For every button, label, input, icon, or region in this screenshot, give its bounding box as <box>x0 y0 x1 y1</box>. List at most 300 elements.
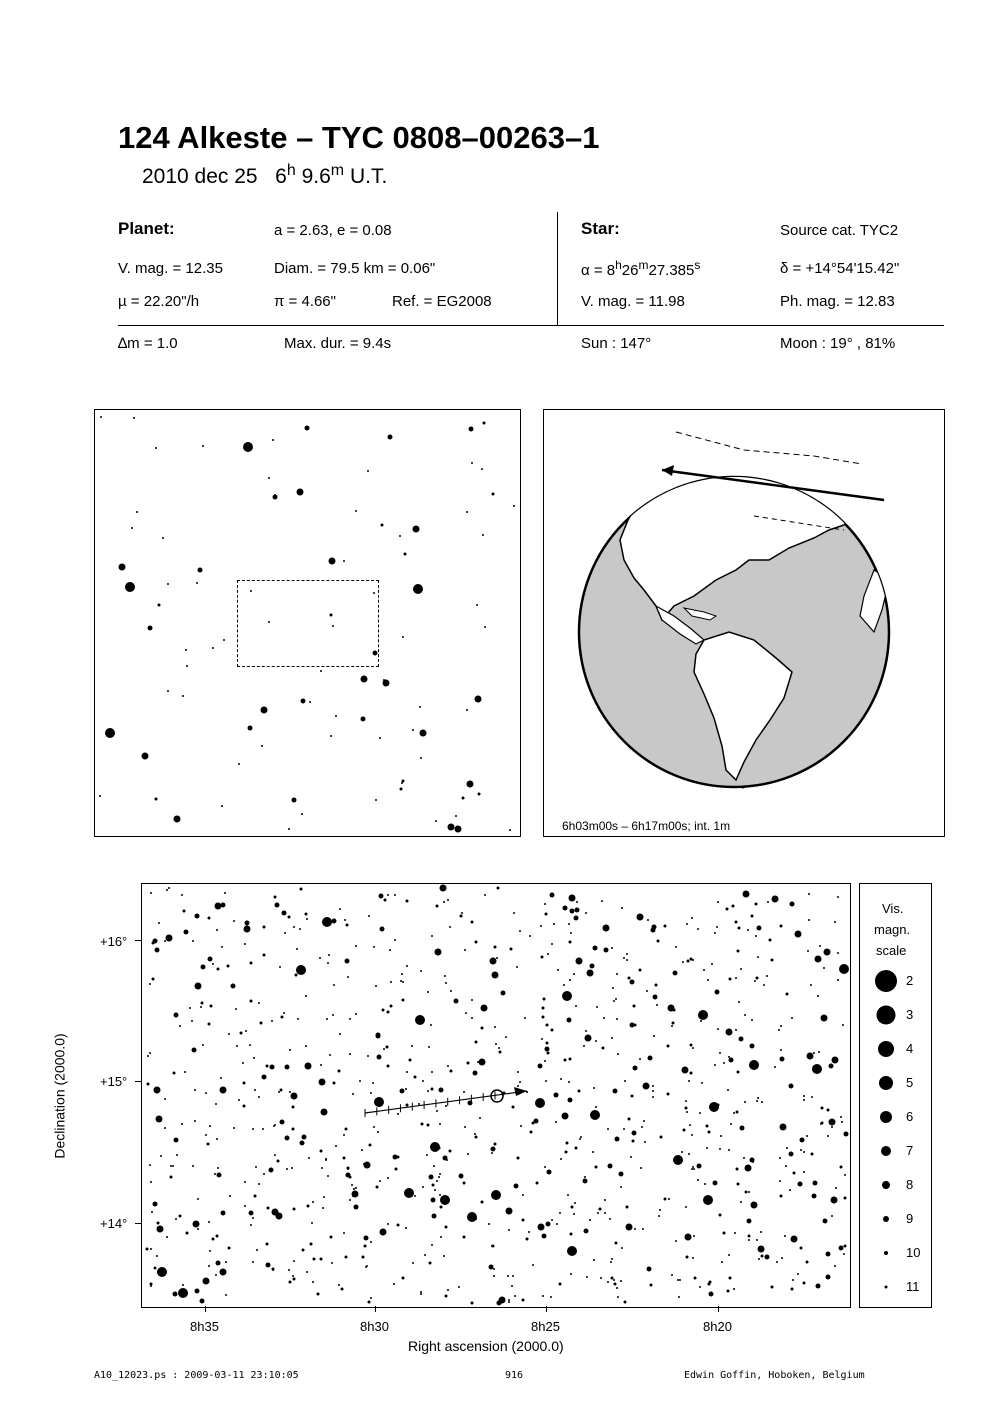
star-dot <box>375 1032 380 1037</box>
star-dot <box>349 1053 351 1055</box>
star-dot <box>347 976 349 978</box>
star-dot <box>343 1232 345 1234</box>
star-dot <box>697 928 699 930</box>
star-dot <box>439 885 446 892</box>
star-dot <box>332 625 334 627</box>
star-dot <box>436 1110 438 1112</box>
star-dot <box>440 1236 442 1238</box>
star-dot <box>422 1080 424 1082</box>
event-datetime <box>142 162 387 189</box>
star-dot <box>349 1018 351 1020</box>
star-dot <box>837 979 839 981</box>
star-dot <box>813 1066 816 1069</box>
star-dot <box>744 1165 751 1172</box>
star-dot <box>150 1283 153 1286</box>
star-dot <box>184 929 189 934</box>
star-dot <box>844 1174 846 1176</box>
star-dot <box>691 1134 693 1136</box>
star-dot <box>613 1279 615 1281</box>
star-dot <box>569 908 574 913</box>
star-dot <box>584 1176 586 1178</box>
legend-label: 3 <box>906 1007 914 1022</box>
table-divider-horizontal <box>118 325 944 326</box>
star-dot <box>583 1228 588 1233</box>
star-dot <box>737 1183 740 1186</box>
star-dot <box>197 568 202 573</box>
legend-dot <box>884 1251 888 1255</box>
star-dot <box>463 1091 465 1093</box>
star-dot <box>729 1277 732 1280</box>
star-dot <box>205 1134 207 1136</box>
star-dot <box>322 1207 324 1209</box>
star-dot <box>250 961 253 964</box>
star-dot <box>375 1185 378 1188</box>
star-dot <box>373 592 375 594</box>
star-dot <box>427 1090 429 1092</box>
star-dot <box>368 915 370 917</box>
star-dot <box>353 1204 358 1209</box>
star-dot <box>205 1092 207 1094</box>
star-dot <box>562 906 567 911</box>
star-dot <box>799 1247 802 1250</box>
star-dot <box>624 1301 627 1304</box>
star-dot <box>788 1083 793 1088</box>
star-dot <box>429 1262 432 1265</box>
star-dot <box>189 1007 191 1009</box>
star-dot <box>220 1086 227 1093</box>
star-dot <box>593 1259 595 1261</box>
star-dot <box>686 1111 688 1113</box>
star-dot <box>497 887 500 890</box>
star-dot <box>360 716 365 721</box>
star-dot <box>685 1100 687 1102</box>
star-dot <box>586 969 593 976</box>
star-dot <box>311 1222 313 1224</box>
star-dot <box>698 1010 708 1020</box>
star-dot <box>196 582 198 584</box>
star-dot <box>633 1065 638 1070</box>
star-dot <box>301 813 303 815</box>
star-dot <box>791 1017 793 1019</box>
star-dot <box>307 1205 310 1208</box>
star-dot <box>297 489 304 496</box>
star-dot <box>459 914 462 917</box>
star-dot <box>505 1036 507 1038</box>
star-dot <box>544 903 546 905</box>
star-dot <box>513 912 515 914</box>
star-dot <box>150 1181 152 1183</box>
star-dot <box>446 1159 448 1161</box>
star-dot <box>776 1261 778 1263</box>
star-dot <box>380 927 385 932</box>
star-dot <box>545 1221 550 1226</box>
star-dot <box>653 1035 655 1037</box>
star-dot <box>243 442 253 452</box>
star-dot <box>621 907 623 909</box>
star-dot <box>420 1291 422 1293</box>
finder-zoom-box <box>237 580 379 667</box>
star-dot <box>405 1104 408 1107</box>
star-dot <box>431 1214 436 1219</box>
star-dot <box>427 991 429 993</box>
star-dot <box>402 998 405 1001</box>
star-dot <box>505 1207 512 1214</box>
star-dot <box>692 1166 694 1168</box>
star-dot <box>285 1064 290 1069</box>
star-dot <box>613 1000 615 1002</box>
star-heading: Star: <box>581 219 620 238</box>
star-dot <box>289 1281 292 1284</box>
star-dot <box>262 925 265 928</box>
star-source-catalog: Source cat. TYC2 <box>780 222 899 239</box>
magnitude-legend <box>859 883 932 1308</box>
star-dot <box>393 1283 395 1285</box>
star-dot <box>615 1136 620 1141</box>
star-dot <box>256 1249 258 1251</box>
star-dot <box>192 1047 197 1052</box>
star-dot <box>540 925 542 927</box>
star-dot <box>431 1071 433 1073</box>
star-dot <box>481 1201 484 1204</box>
star-dot <box>319 957 321 959</box>
star-dot <box>100 416 102 418</box>
star-dot <box>681 1151 683 1153</box>
star-dot <box>585 912 587 914</box>
star-dot <box>445 1105 447 1107</box>
star-dot <box>808 919 810 921</box>
star-dot <box>748 1239 750 1241</box>
star-dot <box>566 1141 569 1144</box>
star-dot <box>219 1269 226 1276</box>
footer-author: Edwin Goffin, Hoboken, Belgium <box>684 1370 865 1381</box>
star-dot <box>404 1188 414 1198</box>
star-dot <box>275 1212 282 1219</box>
star-dot <box>419 706 421 708</box>
star-dot <box>595 1106 597 1108</box>
star-dot <box>157 1225 164 1232</box>
star-dot <box>825 1275 830 1280</box>
star-dot <box>305 1062 312 1069</box>
star-dot <box>439 1123 441 1125</box>
star-dot <box>812 1193 817 1198</box>
star-dot <box>779 1180 781 1182</box>
star-dot <box>215 1103 217 1105</box>
star-dot <box>693 1168 695 1170</box>
star-dot <box>567 1194 569 1196</box>
star-dot <box>735 1168 738 1171</box>
star-dot <box>471 1017 473 1019</box>
star-dot <box>420 757 422 759</box>
star-dot <box>223 639 225 641</box>
star-dot <box>273 495 278 500</box>
star-dot <box>343 560 345 562</box>
star-dot <box>414 1076 417 1079</box>
star-dot <box>639 1058 641 1060</box>
y-tick-15: +15° <box>100 1074 128 1089</box>
star-dot <box>646 990 648 992</box>
star-dot <box>677 1279 679 1281</box>
star-dot <box>585 1030 587 1032</box>
star-dot <box>685 1206 687 1208</box>
star-dot <box>327 962 329 964</box>
star-dot <box>175 1218 177 1220</box>
star-dot <box>562 991 572 1001</box>
star-dot <box>250 1000 253 1003</box>
star-dot <box>671 1025 673 1027</box>
star-dot <box>178 1288 188 1298</box>
star-dot <box>389 949 391 951</box>
legend-title-1: Vis. <box>882 901 904 916</box>
star-dot <box>592 1151 594 1153</box>
star-dot <box>372 651 377 656</box>
star-dot <box>786 993 789 996</box>
star-dot <box>467 781 474 788</box>
star-dot <box>735 977 737 979</box>
star-dot <box>432 1183 435 1186</box>
star-dot <box>841 1121 843 1123</box>
star-dot <box>455 825 462 832</box>
star-dot <box>739 1126 744 1131</box>
star-dot <box>560 1158 562 1160</box>
star-dot <box>647 1267 652 1272</box>
star-dot <box>309 701 311 703</box>
star-dot <box>458 1286 460 1288</box>
star-dot <box>519 1081 521 1083</box>
star-dot <box>374 1097 384 1107</box>
star-dot <box>837 952 839 954</box>
star-dot <box>628 977 631 980</box>
star-dot <box>569 979 571 981</box>
star-dot <box>823 967 825 969</box>
star-dot <box>634 1228 636 1230</box>
star-dot <box>583 1045 585 1047</box>
star-dot <box>375 985 377 987</box>
star-dot <box>387 1010 390 1013</box>
star-dot <box>811 1096 813 1098</box>
globe-caption: 6h03m00s – 6h17m00s; int. 1m <box>562 819 731 833</box>
star-dot <box>626 953 628 955</box>
star-dot <box>154 1267 157 1270</box>
star-dot <box>390 981 392 983</box>
star-dot <box>133 417 135 419</box>
star-dot <box>438 1147 441 1150</box>
star-dot <box>701 1082 703 1084</box>
star-dot <box>541 1015 544 1018</box>
star-dot <box>379 1229 386 1236</box>
star-dot <box>813 1052 815 1054</box>
star-dot <box>600 1277 602 1279</box>
star-dot <box>754 903 757 906</box>
star-dot <box>656 940 659 943</box>
star-dot <box>697 1179 699 1181</box>
star-dot <box>574 1202 576 1204</box>
ra-minutes: 26 <box>621 262 639 279</box>
star-dot <box>258 1002 260 1004</box>
star-dot <box>807 1053 814 1060</box>
star-dot <box>231 984 236 989</box>
star-dot <box>689 1124 691 1126</box>
star-dot <box>283 1012 285 1014</box>
star-dot <box>404 553 407 556</box>
star-dot <box>262 953 265 956</box>
star-dot <box>792 1279 794 1281</box>
star-dot <box>428 1046 430 1048</box>
star-dot <box>564 1151 567 1154</box>
star-dot <box>250 590 252 592</box>
star-dot <box>751 1019 753 1021</box>
star-dot <box>151 1211 153 1213</box>
star-dot <box>671 1274 673 1276</box>
star-dot <box>789 1189 791 1191</box>
star-dot <box>612 987 614 989</box>
star-dot <box>706 1147 708 1149</box>
x-tick-8h20: 8h20 <box>703 1319 732 1334</box>
star-dot <box>576 901 578 903</box>
star-dot <box>688 1153 690 1155</box>
star-dot <box>553 923 555 925</box>
x-axis-label: Right ascension (2000.0) <box>408 1338 564 1354</box>
star-dot <box>328 954 330 956</box>
star-dot <box>193 1220 200 1227</box>
star-dot <box>839 964 849 974</box>
star-dot <box>479 1059 486 1066</box>
star-dot <box>263 1173 265 1175</box>
legend-label: 8 <box>906 1177 914 1192</box>
star-dot <box>306 918 308 920</box>
star-dot <box>401 782 403 784</box>
star-dot <box>749 1043 754 1048</box>
star-dot <box>186 1231 189 1234</box>
star-dot <box>178 1215 181 1218</box>
star-dot <box>288 1269 290 1271</box>
star-dot <box>181 1123 183 1125</box>
star-dot <box>537 1063 542 1068</box>
star-dot <box>631 1094 634 1097</box>
star-dot <box>353 1188 355 1190</box>
star-dot <box>284 1136 289 1141</box>
star-dot <box>99 795 101 797</box>
star-dot <box>497 1300 502 1305</box>
star-dot <box>621 1247 623 1249</box>
star-dot <box>707 979 709 981</box>
star-dot <box>250 1224 252 1226</box>
star-dot <box>573 1213 575 1215</box>
star-dot <box>837 896 839 898</box>
star-dot <box>202 1044 204 1046</box>
star-dot <box>522 1194 524 1196</box>
star-dot <box>431 1244 433 1246</box>
star-dot <box>467 1101 472 1106</box>
star-dot <box>615 998 617 1000</box>
star-dot <box>493 1142 496 1145</box>
star-dot <box>337 1069 340 1072</box>
star-dot <box>312 1281 314 1283</box>
star-dot <box>528 1231 530 1233</box>
star-dot <box>692 1257 694 1259</box>
star-dot <box>250 1211 252 1213</box>
star-dot <box>728 1058 733 1063</box>
star-dot <box>682 961 684 963</box>
star-dot <box>363 1236 368 1241</box>
star-dot <box>339 908 341 910</box>
star-dot <box>563 984 565 986</box>
star-dot <box>209 1250 211 1252</box>
star-dot <box>723 1062 725 1064</box>
star-dot <box>537 1224 544 1231</box>
star-dot <box>233 920 235 922</box>
star-dot <box>194 1288 199 1293</box>
star-dot <box>728 1149 730 1151</box>
star-dot <box>174 815 181 822</box>
star-dot <box>673 971 678 976</box>
star-dot <box>220 1210 225 1215</box>
ra-hours-unit: h <box>615 258 622 272</box>
star-dot <box>733 1112 735 1114</box>
star-dot <box>345 958 350 963</box>
star-dot <box>382 1009 385 1012</box>
star-dot <box>155 798 158 801</box>
star-dot <box>543 997 546 1000</box>
star-dot <box>164 1127 166 1129</box>
star-dot <box>282 910 287 915</box>
star-dot <box>319 1257 322 1260</box>
star-dot <box>260 1021 263 1024</box>
star-dot <box>474 1133 476 1135</box>
star-dot <box>709 1102 719 1112</box>
star-dot <box>758 1258 760 1260</box>
star-dot <box>791 1236 798 1243</box>
star-dot <box>812 1181 817 1186</box>
y-tick-16: +16° <box>100 934 128 949</box>
star-dot <box>719 1052 721 1054</box>
star-dot <box>211 1237 214 1240</box>
star-dot <box>105 728 115 738</box>
star-dot <box>498 1047 500 1049</box>
star-dot <box>696 1163 701 1168</box>
star-dot <box>740 1201 742 1203</box>
star-dot <box>414 1195 416 1197</box>
star-dot <box>668 1198 670 1200</box>
star-dot <box>512 1275 514 1277</box>
star-dot <box>252 1128 254 1130</box>
star-dot <box>700 1020 702 1022</box>
star-dot <box>156 1255 158 1257</box>
star-dot <box>387 1177 389 1179</box>
page-title: 124 Alkeste – TYC 0808–00263–1 <box>118 120 600 155</box>
star-dot <box>271 1020 273 1022</box>
star-dot <box>279 1088 282 1091</box>
star-dot <box>693 1276 696 1279</box>
legend-label: 6 <box>906 1109 914 1124</box>
star-vmag: V. mag. = 11.98 <box>581 293 685 310</box>
star-dot <box>514 1295 516 1297</box>
star-dot <box>439 1173 441 1175</box>
globe-map <box>543 409 945 837</box>
star-dot <box>604 1212 606 1214</box>
star-dot <box>351 1184 353 1186</box>
star-dot <box>829 1064 834 1069</box>
star-dot <box>164 1098 166 1100</box>
legend-label: 9 <box>906 1211 914 1226</box>
star-dot <box>447 899 449 901</box>
planet-motion: µ = 22.20"/h <box>118 293 200 310</box>
star-dot <box>344 1128 347 1131</box>
star-chart <box>141 883 851 1308</box>
star-dot <box>750 915 753 918</box>
star-dot <box>430 1087 433 1090</box>
star-dot <box>467 1061 470 1064</box>
star-dot <box>659 1136 662 1139</box>
